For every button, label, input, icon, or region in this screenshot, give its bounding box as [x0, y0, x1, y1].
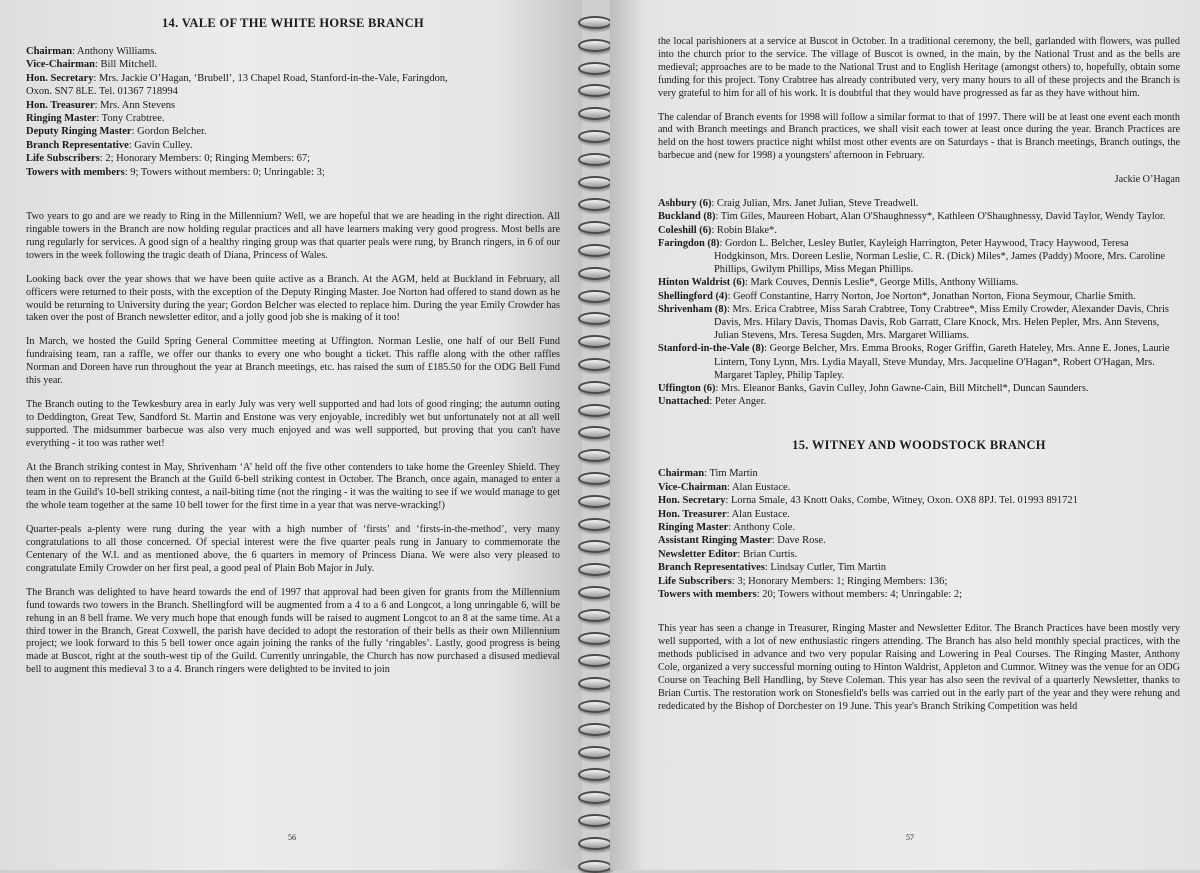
binding-ring	[578, 16, 612, 29]
binding-ring	[578, 267, 612, 280]
binding-ring	[578, 244, 612, 257]
officer-line: Hon. Secretary: Lorna Smale, 43 Knott Oaks, Combe, Witney, Oxon. OX8 8PJ. Tel. 01993 891721	[658, 495, 1078, 507]
tower-entry: Shrivenham (8): Mrs. Erica Crabtree, Miss Sarah Crabtree, Tony Crabtree*, Miss Emily Crowder, Alexander Davis, Chris Davis, Mrs. Hilary Davis, Thomas Davis, Rob Garratt, Clare Knock, Mrs. Helen Pepler, Mrs. Ann Stevens, Julian Stevens, Mrs. Teresa Sugden, Mrs. Margaret Williams.	[658, 303, 1169, 342]
body-paragraph: Quarter-peals a-plenty were rung during the year with a high number of ‘firsts’ and ‘firsts-in-the-method’, very many congratulations to all those concerned. Of special interest were the five quarter peals rung in January to commemorate the Centenary of the W.I. and as mentioned above, the 6 quarters in memory of Princess Diana. We were also very pleased to congratulate Emily Crowder on her first peal, a good peal of Plain Bob Major in July.	[26, 524, 560, 574]
tower-entry: Unattached: Peter Anger.	[658, 396, 767, 408]
body-paragraph: Two years to go and are we ready to Ring in the Millennium? Well, we are hopeful that we are heading in the right direction. All ringable towers in the Branch are now holding regular practices and all have learners making very good progress. Most bells are rung regularly for services. A good sign of a healthy ringing group was that quarter peals were rung, by Branch ringers, in 6 of our towers in the week following the tragic death of Diana, Princess of Wales.	[26, 211, 560, 261]
page-number-left: 56	[288, 833, 296, 842]
binding-ring	[578, 335, 612, 348]
tower-entry: Uffington (6): Mrs. Eleanor Banks, Gavin Culley, John Gawne-Cain, Bill Mitchell*, Duncan Saunders.	[658, 383, 1089, 394]
officer-line: Deputy Ringing Master: Gordon Belcher.	[26, 126, 207, 138]
body-paragraph: The calendar of Branch events for 1998 will follow a similar format to that of 1997. There will be at least one event each month and with Branch meetings and Branch practices, we shall visit each tower at least once during the year. Branch Practices are held on the host towers practice night whilst most other events are on Saturdays - that is Branch meetings, Branch outings, the barbecue and (new for 1998) a youngsters' afternoon in February.	[658, 111, 1180, 162]
body-paragraph: the local parishioners at a service at Buscot in October. In a traditional ceremony, the bell, garlanded with flowers, was pulled into the church prior to the service. The village of Buscot is owned, in the main, by the National Trust and as the bells are medieval; approaches are to be made to the National Trust and to English Heritage (amongst others) to, hopefully, obtain some funding for this project. Tony Crabtree has already contributed very, very many hours to all of these projects and the Branch is very grateful to him for all of his work. It is doubtful that they would have progressed as far as they have without him.	[658, 36, 1180, 99]
tower-entry: Stanford-in-the-Vale (8): George Belcher, Mrs. Emma Brooks, Roger Griffin, Gareth Hateley, Mrs. Anne E. Jones, Laurie Lintern, Tony Lynn, Mrs. Lydia Mayall, Steve Munday, Mrs. Jacqueline O'Hagan*, Robert O'Hagan, Mrs. Margaret Tapley, Philip Tapley.	[658, 343, 1170, 381]
officer-line: Ringing Master: Tony Crabtree.	[26, 113, 165, 125]
binding-ring	[578, 677, 612, 690]
binding-ring	[578, 221, 612, 234]
binding-ring	[578, 540, 612, 553]
binding-ring	[578, 700, 612, 713]
tower-entry: Buckland (8): Tim Giles, Maureen Hobart, Alan O'Shaughnessy*, Kathleen O'Shaughnessy, David Taylor, Wendy Taylor.	[658, 211, 1166, 223]
binding-ring	[578, 495, 612, 508]
tower-entry: Coleshill (6): Robin Blake*.	[658, 224, 777, 236]
binding-ring	[578, 654, 612, 667]
binding-ring	[578, 860, 612, 873]
body-paragraph: This year has seen a change in Treasurer, Ringing Master and Newsletter Editor. The Branch Practices have been mostly very well supported, with a lot of new enthusiastic ringers attending. The Branch has also held monthly special practices, with the methods publicised in advance and two very popular Raising and Lowering in Peal Courses. The Ringing Master, Anthony Cole, organized a very successful morning outing to Hinton Waldrist, Appleton and Cumnor. Witney was the venue for an ODG Course on Teaching Bell Handling, by Steve Coleman. This year has also seen the revival of a quarterly Newsletter, thanks to Brian Curtis. The restoration work on Stonesfield's bells was carried out in the early part of the year and they were rehung and rededicated by the Bishop of Dorchester on 19 June. This year's Branch Striking Competition was held	[658, 623, 1180, 712]
officer-list-witney	[658, 467, 1180, 601]
officer-line: Chairman: Anthony Williams.	[26, 46, 157, 57]
officer-line: Life Subscribers: 3; Honorary Members: 1; Ringing Members: 136;	[658, 575, 948, 587]
binding-ring	[578, 723, 612, 736]
body-paragraph: Looking back over the year shows that we have been quite active as a Branch. At the AGM, held at Buckland in February, all officers were returned to their posts, with the exception of the Deputy Ringing Master. Joe Norton had offered to stand down as he would be returning to University during the year; Gordon Belcher was elected to replace him. During the year Emily Crowder has taken over the post of Branch newsletter editor, and a jolly good job she is making of it too!	[26, 273, 560, 324]
officer-line: Ringing Master: Anthony Cole.	[658, 522, 796, 534]
binding-ring	[578, 768, 612, 781]
binding-ring	[578, 609, 612, 622]
tower-entry: Shellingford (4): Geoff Constantine, Harry Norton, Joe Norton*, Jonathan Norton, Fiona Seymour, Charlie Smith.	[658, 290, 1136, 302]
binding-ring	[578, 312, 612, 325]
officer-line: Hon. Secretary: Mrs. Jackie O’Hagan, ‘Brubell’, 13 Chapel Road, Stanford-in-the-Vale, Faringdon,	[26, 72, 448, 84]
tower-entry: Faringdon (8): Gordon L. Belcher, Lesley Butler, Kayleigh Harrington, Peter Haywood, Tracy Haywood, Teresa Hodgkinson, Mrs. Doreen Leslie, Norman Leslie, C. R. (Dick) Miles*, James (Paddy) Moore, Mrs. Caroline Phillips, Gwilym Phillips, Miss Megan Phillips.	[658, 237, 1166, 276]
officer-line: Hon. Treasurer: Alan Eustace.	[658, 508, 790, 520]
officer-line: Towers with members: 20; Towers without members: 4; Unringable: 2;	[658, 589, 963, 601]
officer-line: Oxon. SN7 8LE. Tel. 01367 718994	[26, 86, 178, 98]
binding-ring	[578, 426, 612, 439]
binding-ring	[578, 176, 612, 189]
binding-ring	[578, 62, 612, 75]
tower-entry: Hinton Waldrist (6): Mark Couves, Dennis Leslie*, George Mills, Anthony Williams.	[658, 277, 1019, 289]
binding-ring	[578, 791, 612, 804]
officer-line: Life Subscribers: 2; Honorary Members: 0; Ringing Members: 67;	[26, 153, 311, 165]
signature: Jackie O’Hagan	[1114, 174, 1180, 186]
officer-line: Chairman: Tim Martin	[658, 468, 758, 480]
binding-ring	[578, 130, 612, 143]
body-paragraph: The Branch was delighted to have heard towards the end of 1997 that approval had been given for grants from the Millennium fund towards two towers in the Branch. Shellingford will be augmented from a 4 to a 6 and Longcot, a long unringable 6, will be rehung in an 8 bell frame. We very much hope that enough funds will be raised to augment Longcot to an 8 at the same time. At a third tower in the Branch, Great Coxwell, the parish have decided to adopt the restoration of their bells as their own Millennium project; we look forward to this 5 bell tower once again joining the ranks of the fully ‘ringables’. Lastly, good progress is being made at Buscot, right at the south-west tip of the Guild. Currently unringable, the Church has now purchased a disused medieval bell to augment this medieval 3 to a 4. Branch ringers were delighted to be invited to join	[26, 586, 560, 676]
officer-line: Vice-Chairman: Alan Eustace.	[658, 481, 791, 493]
officer-line: Vice-Chairman: Bill Mitchell.	[26, 59, 158, 71]
binding-ring	[578, 358, 612, 371]
binding-ring	[578, 449, 612, 462]
binding-ring	[578, 381, 612, 394]
officer-line: Branch Representatives: Lindsay Cutler, Tim Martin	[658, 562, 887, 574]
binding-ring	[578, 198, 612, 211]
binding-ring	[578, 586, 612, 599]
officer-line: Assistant Ringing Master: Dave Rose.	[658, 535, 826, 547]
branch-heading-witney: 15. WITNEY AND WOODSTOCK BRANCH	[792, 438, 1046, 453]
binding-ring	[578, 84, 612, 97]
binding-ring	[578, 472, 612, 485]
tower-list	[658, 197, 1180, 408]
binding-ring	[578, 563, 612, 576]
right-page	[610, 0, 1200, 870]
body-paragraph: The Branch outing to the Tewkesbury area in early July was very well supported and had lots of good ringing; the autumn outing to Deddington, Great Tew, Sandford St. Martin and Enstone was very enjoyable, incredibly wet but unfortunately not at all well supported. The midsummer barbecue was also very much enjoyed and was well supported, but proving that you can't have everything - it too was rather wet!	[26, 398, 560, 449]
body-paragraph: At the Branch striking contest in May, Shrivenham ‘A’ held off the five other contenders to take home the Greenley Shield. They then went on to represent the Branch at the Guild 6-bell striking contest in October. The Branch, once again, managed to enter a team in the Guild's 10-bell striking contest, a nail-biting time (not the ringing - it was the waiting to see if we would manage to get the whole team together at the same 10 bell tower for the first time in a year that was nerve-wracking!)	[26, 461, 560, 512]
binding-ring	[578, 837, 612, 850]
tower-entry: Ashbury (6): Craig Julian, Mrs. Janet Julian, Steve Treadwell.	[658, 198, 919, 210]
officer-line: Branch Representative: Gavin Culley.	[26, 139, 193, 151]
binding-ring	[578, 290, 612, 303]
binding-ring	[578, 746, 612, 759]
left-page	[0, 0, 582, 870]
body-paragraph: In March, we hosted the Guild Spring General Committee meeting at Uffington. Norman Leslie, one half of our Bell Fund fundraising team, ran a raffle, we offer our thanks to every one who bought a ticket. This raffle along with the other raffles Norman and Doreen have run throughout the year at Branch meetings, etc. has raised the sum of £185.50 for the ODG Bell Fund this year.	[26, 336, 560, 387]
binding-ring	[578, 39, 612, 52]
officer-line: Towers with members: 9; Towers without members: 0; Unringable: 3;	[26, 166, 325, 178]
binding-ring	[578, 632, 612, 645]
binding-ring	[578, 153, 612, 166]
officer-list-vale	[26, 45, 560, 179]
page-number-right: 57	[906, 833, 914, 842]
branch-heading-vale: 14. VALE OF THE WHITE HORSE BRANCH	[161, 16, 424, 30]
binding-ring	[578, 518, 612, 531]
officer-line: Hon. Treasurer: Mrs. Ann Stevens	[26, 99, 176, 111]
binding-ring	[578, 404, 612, 417]
binding-ring	[578, 814, 612, 827]
officer-line: Newsletter Editor: Brian Curtis.	[658, 548, 798, 560]
binding-ring	[578, 107, 612, 120]
